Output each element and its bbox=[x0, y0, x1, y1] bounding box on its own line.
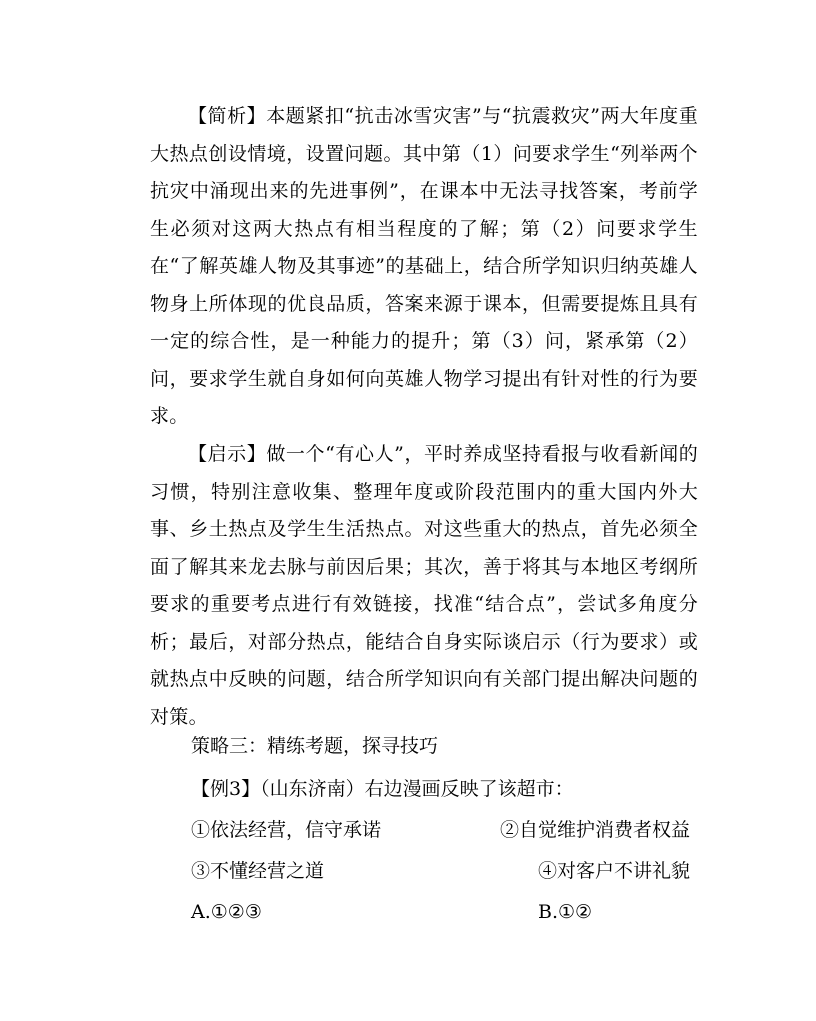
option-4: ④对客户不讲礼貌 bbox=[538, 860, 691, 882]
answer-choice-b: B.①② bbox=[538, 901, 593, 923]
option-2: ②自觉维护消费者权益 bbox=[500, 819, 691, 841]
example-question: 【例3】（山东济南）右边漫画反映了该超市： bbox=[191, 778, 574, 800]
insight-paragraph: 【启示】做一个“有心人”，平时养成坚持看报与收看新闻的习惯，特别注意收集、整理年度或阶段范围内的重大国内外大事、乡土热点及学生生活热点。对这些重大的热点，首先必须全面了解其来龙去脉与前因后果；其次，善于将其与本地区考纲所要求的重要考点进行有效链接，找准“结合点”，尝试多角度分析；最后，对部分热点，能结合自身实际谈启示（行为要求）或就热点中反映的问题，结合所学知识向有关部门提出解决问题的对策。 bbox=[150, 443, 698, 728]
option-3: ③不懂经营之道 bbox=[191, 860, 325, 882]
answer-choice-a: A.①②③ bbox=[191, 901, 262, 923]
option-1: ①依法经营，信守承诺 bbox=[191, 819, 382, 841]
analysis-paragraph: 【简析】本题紧扣“抗击冰雪灾害”与“抗震救灾”两大年度重大热点创设情境，设置问题。其中第（1）问要求学生“列举两个抗灾中涌现出来的先进事例”，在课本中无法寻找答案，考前学生必须对这两大热点有相当程度的了解；第（2）问要求学生在“了解英雄人物及其事迹”的基础上，结合所学知识归纳英雄人物身上所体现的优良品质，答案来源于课本，但需要提炼且具有一定的综合性，是一种能力的提升；第（3）问，紧承第（2）问，要求学生就自身如何向英雄人物学习提出有针对性的行为要求。 bbox=[150, 105, 698, 427]
strategy-heading: 策略三：精练考题，探寻技巧 bbox=[191, 735, 439, 757]
